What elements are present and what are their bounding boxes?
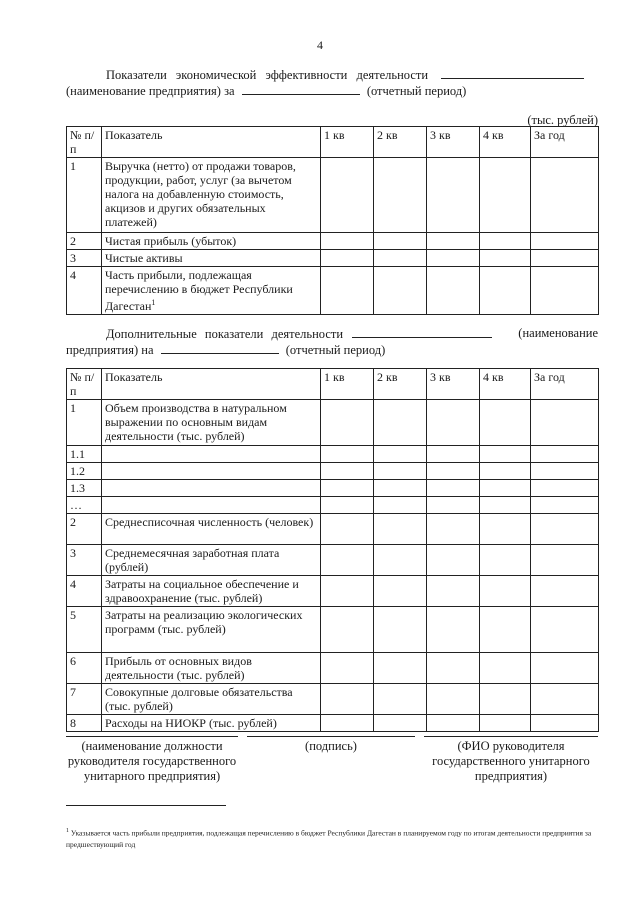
section2-title-line <box>106 326 598 342</box>
cell-q2[interactable] <box>374 446 427 463</box>
cell-q1[interactable] <box>321 233 374 250</box>
row-label: Затраты на реализацию экологических программ (тыс. рублей) <box>102 607 321 653</box>
cell-year[interactable] <box>531 267 599 315</box>
row-num: 1.2 <box>67 463 102 480</box>
units-label: (тыс. рублей) <box>527 113 598 127</box>
page-number: 4 <box>317 38 323 52</box>
fio-signature-line[interactable] <box>424 736 598 737</box>
header-q4: 4 кв <box>480 369 531 400</box>
table-row <box>67 250 599 267</box>
cell-year[interactable] <box>531 400 599 446</box>
header-q2: 2 кв <box>374 369 427 400</box>
cell-q4[interactable] <box>480 463 531 480</box>
cell-q3[interactable] <box>427 158 480 233</box>
table-row <box>67 400 599 446</box>
header-q1: 1 кв <box>321 369 374 400</box>
cell-year[interactable] <box>531 607 599 653</box>
row-num: 5 <box>67 607 102 653</box>
cell-year[interactable] <box>531 250 599 267</box>
cell-q4[interactable] <box>480 576 531 607</box>
table-row <box>67 158 599 233</box>
fio-caption: (ФИО руководителя государственного унитарного предприятия) <box>432 739 590 783</box>
cell-q3[interactable] <box>427 607 480 653</box>
cell-q2[interactable] <box>374 158 427 233</box>
row-num: 7 <box>67 684 102 715</box>
cell-q3[interactable] <box>427 653 480 684</box>
cell-q3[interactable] <box>427 250 480 267</box>
cell-q3[interactable] <box>427 463 480 480</box>
cell-q1[interactable] <box>321 463 374 480</box>
cell-q4[interactable] <box>480 446 531 463</box>
cell-q2[interactable] <box>374 480 427 497</box>
cell-q3[interactable] <box>427 545 480 576</box>
cell-year[interactable] <box>531 653 599 684</box>
cell-q1[interactable] <box>321 480 374 497</box>
cell-q2[interactable] <box>374 514 427 545</box>
header-year: За год <box>531 369 599 400</box>
cell-q1[interactable] <box>321 576 374 607</box>
cell-q1[interactable] <box>321 250 374 267</box>
cell-q2[interactable] <box>374 267 427 315</box>
table-row <box>67 715 599 732</box>
cell-year[interactable] <box>531 158 599 233</box>
cell-q2[interactable] <box>374 400 427 446</box>
row-num: 3 <box>67 250 102 267</box>
row-label: Совокупные долговые обязательства (тыс. рублей) <box>102 684 321 715</box>
row-label <box>102 267 321 315</box>
cell-q1[interactable] <box>321 514 374 545</box>
section1-subtitle-line <box>66 83 598 99</box>
report-period-blank-2[interactable] <box>161 342 279 354</box>
row-num: 1.1 <box>67 446 102 463</box>
footnote-text: Указывается часть прибыли предприятия, подлежащая перечислению в бюджет Республики Дагестан в планируемом году по итогам деятельности предприятия за предшествующий год <box>66 828 592 849</box>
header-num: № п/п <box>67 127 102 158</box>
table-row <box>67 497 599 514</box>
table-header-row <box>67 127 599 158</box>
row-num: 4 <box>67 576 102 607</box>
cell-q4[interactable] <box>480 653 531 684</box>
cell-q3[interactable] <box>427 480 480 497</box>
cell-year[interactable] <box>531 463 599 480</box>
table-row <box>67 514 599 545</box>
cell-q3[interactable] <box>427 233 480 250</box>
cell-year[interactable] <box>531 715 599 732</box>
section2-period-label: (отчетный период) <box>285 343 386 357</box>
section2-name-label-cont: предприятия) на <box>66 343 154 357</box>
cell-q1[interactable] <box>321 607 374 653</box>
signature-caption: (подпись) <box>305 739 357 753</box>
row-label: Выручка (нетто) от продажи товаров, продукции, работ, услуг (за вычетом налога на добавленную стоимость, акцизов и других обязательных платежей) <box>102 158 321 233</box>
cell-q1[interactable] <box>321 267 374 315</box>
additional-indicators-table <box>66 368 599 732</box>
row-num: 8 <box>67 715 102 732</box>
table-row <box>67 480 599 497</box>
cell-q3[interactable] <box>427 267 480 315</box>
table-header-row <box>67 369 599 400</box>
section1-title-line <box>106 67 598 83</box>
cell-q1[interactable] <box>321 545 374 576</box>
table-row <box>67 446 599 463</box>
header-year: За год <box>531 127 599 158</box>
cell-q3[interactable] <box>427 514 480 545</box>
cell-year[interactable] <box>531 233 599 250</box>
cell-q4[interactable] <box>480 267 531 315</box>
cell-q3[interactable] <box>427 715 480 732</box>
cell-q4[interactable] <box>480 684 531 715</box>
table-row <box>67 545 599 576</box>
cell-q2[interactable] <box>374 497 427 514</box>
cell-q2[interactable] <box>374 684 427 715</box>
header-num: № п/п <box>67 369 102 400</box>
cell-q1[interactable] <box>321 446 374 463</box>
row-label: Чистая прибыль (убыток) <box>102 233 321 250</box>
cell-q1[interactable] <box>321 684 374 715</box>
enterprise-name-blank[interactable] <box>441 67 584 79</box>
row-num: 1 <box>67 400 102 446</box>
row-num: 1.3 <box>67 480 102 497</box>
row-label: Прибыль от основных видов деятельности (тыс. рублей) <box>102 653 321 684</box>
row-label[interactable] <box>102 446 321 463</box>
cell-q4[interactable] <box>480 715 531 732</box>
table-row <box>67 684 599 715</box>
cell-year[interactable] <box>531 480 599 497</box>
footnote-separator <box>66 805 226 806</box>
header-q3: 3 кв <box>427 127 480 158</box>
table-row <box>67 463 599 480</box>
header-q1: 1 кв <box>321 127 374 158</box>
section2-name-label: (наименование <box>518 326 598 340</box>
row-num: 3 <box>67 545 102 576</box>
row-label: Расходы на НИОКР (тыс. рублей) <box>102 715 321 732</box>
header-q3: 3 кв <box>427 369 480 400</box>
cell-q2[interactable] <box>374 576 427 607</box>
cell-year[interactable] <box>531 514 599 545</box>
row-label[interactable] <box>102 497 321 514</box>
cell-q3[interactable] <box>427 684 480 715</box>
cell-q3[interactable] <box>427 576 480 607</box>
cell-q4[interactable] <box>480 480 531 497</box>
table-row <box>67 607 599 653</box>
row-label: Среднемесячная заработная плата (рублей) <box>102 545 321 576</box>
table-row <box>67 267 599 315</box>
row-label: Среднесписочная численность (человек) <box>102 514 321 545</box>
cell-q4[interactable] <box>480 545 531 576</box>
cell-q2[interactable] <box>374 653 427 684</box>
cell-q4[interactable] <box>480 497 531 514</box>
cell-year[interactable] <box>531 497 599 514</box>
row-label: Объем производства в натуральном выражении по основным видам деятельности (тыс. рублей) <box>102 400 321 446</box>
cell-q4[interactable] <box>480 607 531 653</box>
row-num: 6 <box>67 653 102 684</box>
cell-q1[interactable] <box>321 653 374 684</box>
cell-year[interactable] <box>531 545 599 576</box>
cell-q1[interactable] <box>321 497 374 514</box>
cell-q2[interactable] <box>374 715 427 732</box>
cell-q2[interactable] <box>374 545 427 576</box>
cell-q1[interactable] <box>321 400 374 446</box>
cell-q3[interactable] <box>427 497 480 514</box>
cell-year[interactable] <box>531 576 599 607</box>
position-caption: (наименование должности руководителя государственного унитарного предприятия) <box>67 739 237 783</box>
report-period-blank-1[interactable] <box>242 83 360 95</box>
row-num: 1 <box>67 158 102 233</box>
footnote-mark: 1 <box>66 828 69 834</box>
cell-q3[interactable] <box>427 400 480 446</box>
row-num: 2 <box>67 233 102 250</box>
cell-q4[interactable] <box>480 233 531 250</box>
footnote-ref: 1 <box>151 298 156 307</box>
row-num: 4 <box>67 267 102 315</box>
row-label-text: Часть прибыли, подлежащая перечислению в бюджет Республики Дагестан <box>105 268 293 313</box>
cell-q1[interactable] <box>321 158 374 233</box>
cell-q4[interactable] <box>480 400 531 446</box>
row-num: … <box>67 497 102 514</box>
economic-efficiency-table <box>66 126 599 315</box>
row-label[interactable] <box>102 463 321 480</box>
signature-line[interactable] <box>247 736 415 737</box>
header-indicator: Показатель <box>102 127 321 158</box>
row-label[interactable] <box>102 480 321 497</box>
cell-q4[interactable] <box>480 158 531 233</box>
section1-subtitle-name: (наименование предприятия) за <box>66 84 235 98</box>
header-q2: 2 кв <box>374 127 427 158</box>
table-row <box>67 653 599 684</box>
cell-q2[interactable] <box>374 250 427 267</box>
cell-q2[interactable] <box>374 463 427 480</box>
cell-q4[interactable] <box>480 514 531 545</box>
cell-q2[interactable] <box>374 607 427 653</box>
cell-year[interactable] <box>531 684 599 715</box>
footnote <box>66 826 600 850</box>
header-q4: 4 кв <box>480 127 531 158</box>
cell-q2[interactable] <box>374 233 427 250</box>
cell-q1[interactable] <box>321 715 374 732</box>
cell-year[interactable] <box>531 446 599 463</box>
section2-title: Дополнительные показатели деятельности <box>106 327 344 341</box>
section1-subtitle-period: (отчетный период) <box>366 84 467 98</box>
cell-q4[interactable] <box>480 250 531 267</box>
section2-subtitle-line <box>66 342 598 358</box>
position-signature-line[interactable] <box>66 736 238 737</box>
table-row <box>67 576 599 607</box>
row-num: 2 <box>67 514 102 545</box>
row-label: Чистые активы <box>102 250 321 267</box>
enterprise-name-blank-2[interactable] <box>352 326 492 338</box>
cell-q3[interactable] <box>427 446 480 463</box>
table-row <box>67 233 599 250</box>
row-label: Затраты на социальное обеспечение и здравоохранение (тыс. рублей) <box>102 576 321 607</box>
header-indicator: Показатель <box>102 369 321 400</box>
section1-title: Показатели экономической эффективности деятельности <box>106 68 429 82</box>
